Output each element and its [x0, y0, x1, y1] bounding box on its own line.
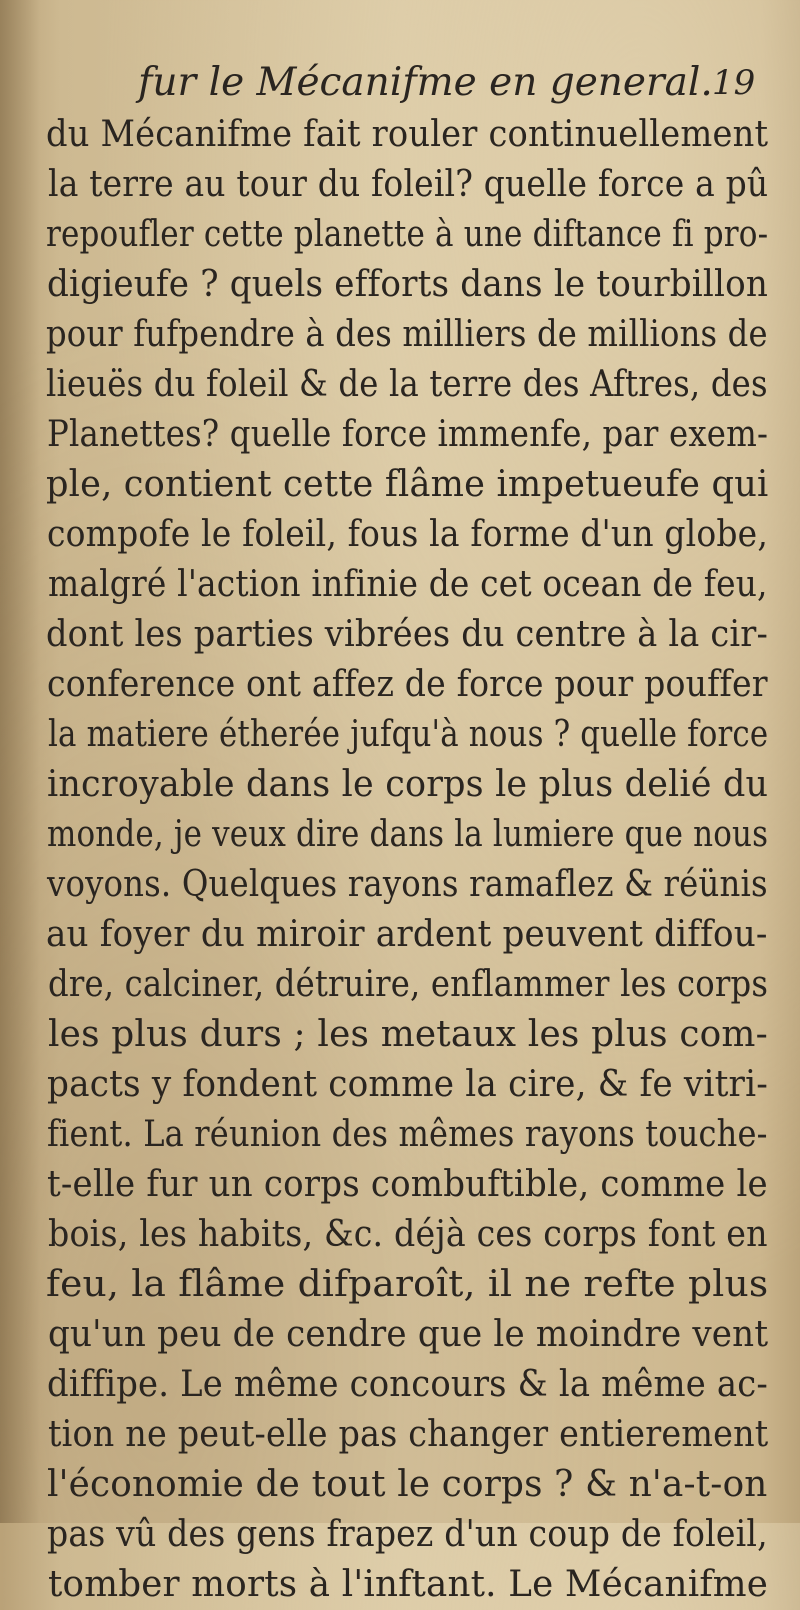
- text-line: feu, la flâme difparoît, il ne refte plus: [46, 1264, 769, 1305]
- text-line: dont les parties vibrées du centre à la cir-: [46, 614, 769, 655]
- text-line: du Mécanifme fait rouler continuellement: [46, 114, 769, 155]
- text-line: t-elle fur un corps combuftible, comme le: [47, 1164, 768, 1205]
- text-line: lieuës du foleil & de la terre des Aftres, des: [46, 364, 768, 405]
- page-edge-shadow: [0, 0, 40, 1523]
- text-line: pas vû des gens frapez d'un coup de foleil,: [47, 1514, 768, 1555]
- text-line: fient. La réunion des mêmes rayons touche-: [47, 1114, 768, 1155]
- text-line: tomber morts à l'inftant. Le Mécanifme: [48, 1564, 769, 1605]
- text-line: malgré l'action infinie de cet ocean de feu,: [48, 564, 768, 605]
- text-line: pacts y fondent comme la cire, & fe vitri-: [47, 1064, 768, 1105]
- text-line: ple, contient cette flâme impetueufe qui: [46, 464, 769, 505]
- text-line: dre, calciner, détruire, enflammer les corps: [48, 964, 769, 1005]
- text-line: l'économie de tout le corps ? & n'a-t-on: [47, 1464, 768, 1505]
- text-line: diffipe. Le même concours & la même ac-: [47, 1364, 768, 1405]
- text-line: bois, les habits, &c. déjà ces corps font en: [48, 1214, 768, 1255]
- text-line: la terre au tour du foleil? quelle force a pû: [48, 164, 769, 205]
- text-line: tion ne peut-elle pas changer entierement: [48, 1414, 769, 1455]
- text-line: qu'un peu de cendre que le moindre vent: [48, 1314, 769, 1355]
- text-line: au foyer du miroir ardent peuvent diffou-: [46, 914, 768, 955]
- text-line: la matiere étherée jufqu'à nous ? quelle force: [48, 714, 769, 755]
- page-number: 19: [712, 63, 756, 103]
- text-line: pour fufpendre à des milliers de millions de: [46, 314, 768, 355]
- text-line: incroyable dans le corps le plus delié du: [47, 764, 769, 805]
- text-line: les plus durs ; les metaux les plus com-: [48, 1014, 768, 1055]
- text-line: repoufler cette planette à une diftance fi pro-: [46, 214, 769, 255]
- running-title: fur le Mécanifme en general.: [138, 60, 713, 105]
- text-line: conference ont affez de force pour pouffer: [47, 664, 768, 705]
- text-line: voyons. Quelques rayons ramaflez & réünis: [47, 864, 768, 905]
- text-line: compofe le foleil, fous la forme d'un globe,: [47, 514, 768, 555]
- running-head: [0, 58, 800, 108]
- text-line: monde, je veux dire dans la lumiere que nous: [47, 814, 769, 855]
- text-line: Planettes? quelle force immenfe, par exem-: [47, 414, 769, 455]
- text-line: digieufe ? quels efforts dans le tourbillon: [47, 264, 769, 305]
